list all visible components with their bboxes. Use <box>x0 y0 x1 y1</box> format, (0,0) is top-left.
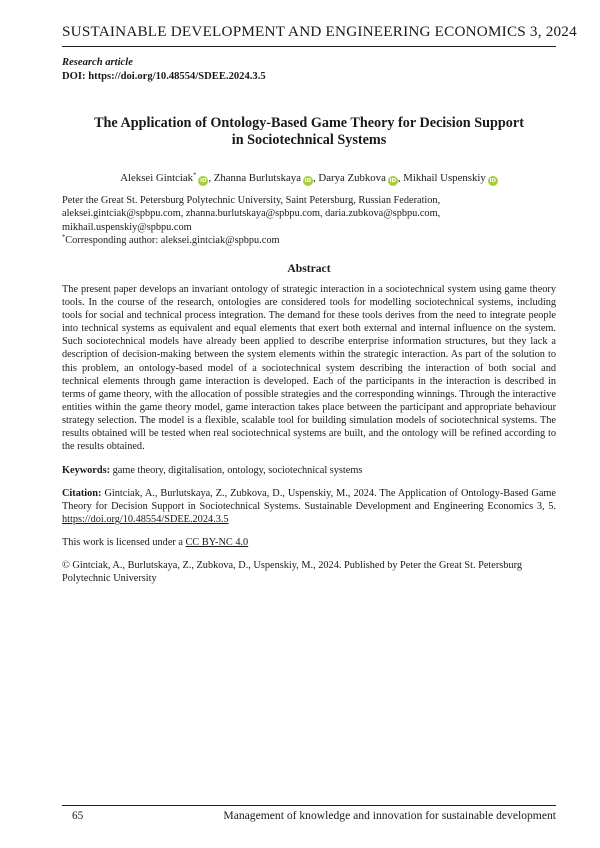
citation-text: Gintciak, A., Burlutskaya, Z., Zubkova, D., Uspenskiy, M., 2024. The Application of Ontology-Based Game Theory for Decision Support in Sociotechnical Systems. Sustainable Development and Engineering Economics 3, 5. <box>62 488 556 512</box>
corresponding-mark: * <box>62 233 65 240</box>
author-4: Mikhail Uspenskiy <box>403 172 485 184</box>
keywords-text: game theory, digitalisation, ontology, sociotechnical systems <box>110 465 362 476</box>
footer-divider <box>62 805 556 806</box>
citation-label: Citation: <box>62 488 101 499</box>
doi-value: https://doi.org/10.48554/SDEE.2024.3.5 <box>88 71 265 82</box>
affiliation-emails: aleksei.gintciak@spbpu.com, zhanna.burlutskaya@spbpu.com, daria.zubkova@spbpu.com, <box>62 207 556 220</box>
affiliation-emails-cont: mikhail.uspenskiy@spbpu.com <box>62 221 556 234</box>
orcid-icon[interactable]: iD <box>303 176 313 186</box>
affiliation-institution: Peter the Great St. Petersburg Polytechnic University, Saint Petersburg, Russian Federation, <box>62 194 556 207</box>
corresponding-marker: * <box>193 171 196 178</box>
corresponding-author <box>62 234 556 247</box>
orcid-icon[interactable]: iD <box>488 176 498 186</box>
title-line-2: in Sociotechnical Systems <box>62 132 556 149</box>
title-line-1: The Application of Ontology-Based Game Theory for Decision Support <box>62 115 556 132</box>
journal-header: SUSTAINABLE DEVELOPMENT AND ENGINEERING ECONOMICS 3, 2024 <box>62 23 556 41</box>
copyright-notice: © Gintciak, A., Burlutskaya, Z., Zubkova, D., Uspenskiy, M., 2024. Published by Peter the Great St. Petersburg Polytechnic University <box>62 559 556 585</box>
author-list <box>62 172 556 186</box>
article-type: Research article <box>62 57 133 68</box>
page-number: 65 <box>72 810 83 822</box>
footer-section-title: Management of knowledge and innovation for sustainable development <box>223 809 556 822</box>
keywords <box>62 464 556 477</box>
orcid-icon[interactable]: iD <box>388 176 398 186</box>
citation-doi-link[interactable]: https://doi.org/10.48554/SDEE.2024.3.5 <box>62 514 229 525</box>
license-text: This work is licensed under a <box>62 537 186 548</box>
abstract-body: The present paper develops an invariant ontology of strategic interaction in a sociotechnical system using game theory tools. In the course of the research, ontologies are considered tools for modelling sociotechnical systems, including tools for social and technical process integration. The demand for these tools derives from the need to integrate people into technical systems as equivalent and equal elements that exert both external and internal influence on the system. Such sociotechnical models have already been applied to describe enterprise information structures, but they lack a description of decision-making between the system elements within the strategic interaction. As part of the solution to this problem, an ontology-based model of a sociotechnical system describing the interaction of both social and technical elements through game interaction is developed. Each of the participants in the interaction is described in terms of game theory, with the allocation of possible strategies and the corresponding winnings. Through the interactive entities within the game theory model, game interaction takes place between the participant and appropriate behaviour strategy selection. The model is a flexible, scalable tool for building simulation models of sociotechnical systems. The results obtained will be tested when real sociotechnical systems are built, and the ontology will be refined according to the results obtained. <box>62 283 556 453</box>
doi-line <box>62 71 266 82</box>
doi-label: DOI: <box>62 71 86 82</box>
citation <box>62 487 556 526</box>
author-separator: , <box>208 172 213 184</box>
abstract-heading: Abstract <box>62 262 556 275</box>
orcid-icon[interactable]: iD <box>198 176 208 186</box>
license-statement <box>62 537 556 548</box>
author-2: Zhanna Burlutskaya <box>214 172 301 184</box>
author-1: Aleksei Gintciak <box>120 172 193 184</box>
article-title <box>62 115 556 149</box>
affiliation-block <box>62 194 556 247</box>
author-3: Darya Zubkova <box>318 172 385 184</box>
author-separator: , <box>398 172 403 184</box>
corresponding-author-text: Corresponding author: aleksei.gintciak@spbpu.com <box>65 235 279 246</box>
header-divider <box>62 46 556 47</box>
keywords-label: Keywords: <box>62 465 110 476</box>
license-link[interactable]: CC BY-NC 4.0 <box>186 537 249 548</box>
author-separator: , <box>313 172 318 184</box>
